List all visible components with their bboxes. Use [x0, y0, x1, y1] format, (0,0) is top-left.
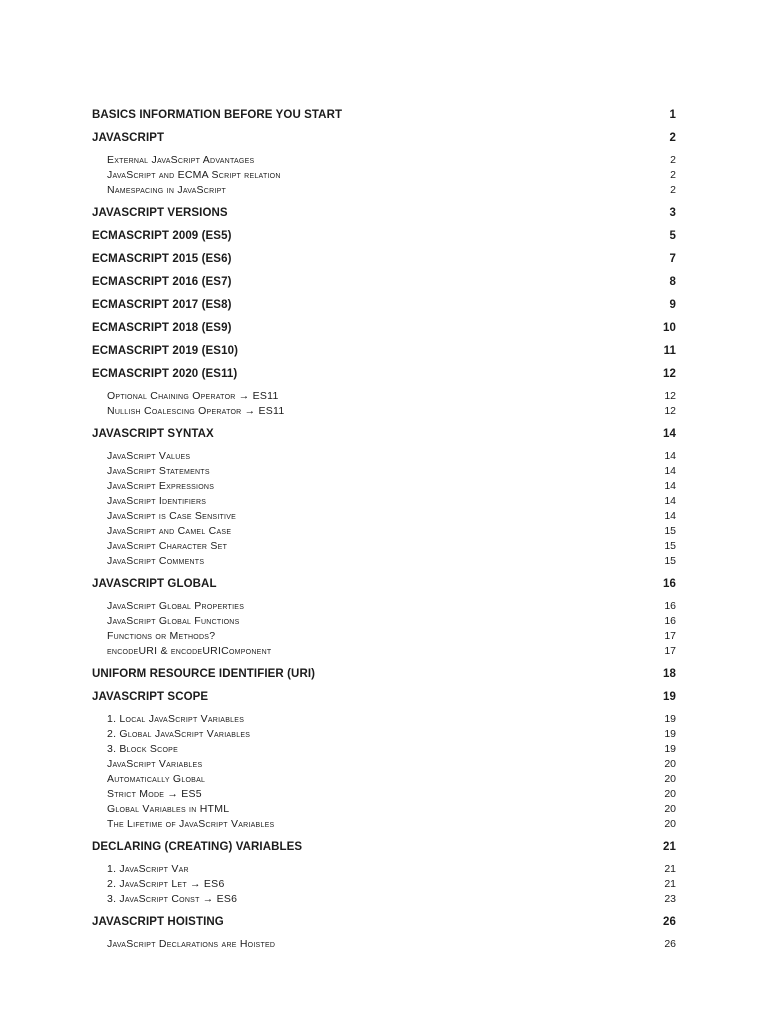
toc-entry[interactable] — [92, 892, 676, 907]
toc-entry-page-number: 14 — [664, 495, 676, 507]
toc-entry-title: JAVASCRIPT — [92, 132, 165, 144]
toc-entry-title: ECMASCRIPT 2019 (ES10) — [92, 345, 238, 357]
toc-entry-title: JavaScript Comments — [107, 555, 205, 567]
toc-entry-page-number: 8 — [669, 276, 676, 288]
toc-entry[interactable] — [92, 367, 676, 381]
toc-entry[interactable] — [92, 427, 676, 441]
toc-entry[interactable] — [92, 539, 676, 554]
toc-entry-title: JavaScript is Case Sensitive — [107, 510, 237, 522]
toc-entry-title: ECMASCRIPT 2018 (ES9) — [92, 322, 232, 334]
toc-entry-page-number: 3 — [669, 207, 676, 219]
toc-entry-page-number: 2 — [670, 169, 676, 181]
toc-entry-title: ECMASCRIPT 2017 (ES8) — [92, 299, 232, 311]
toc-entry[interactable] — [92, 449, 676, 464]
toc-entry-page-number: 26 — [663, 916, 676, 928]
toc-entry-title: Namespacing in JavaScript — [107, 184, 227, 196]
toc-entry-page-number: 20 — [664, 818, 676, 830]
toc-entry-title: UNIFORM RESOURCE IDENTIFIER (URI) — [92, 668, 316, 680]
toc-entry[interactable] — [92, 667, 676, 681]
toc-entry-page-number: 12 — [664, 405, 676, 417]
toc-entry-title: JavaScript Values — [107, 450, 191, 462]
toc-entry-title: External JavaScript Advantages — [107, 154, 255, 166]
toc-entry[interactable] — [92, 877, 676, 892]
toc-entry-title: BASICS INFORMATION BEFORE YOU START — [92, 109, 343, 121]
toc-entry-title: Automatically Global — [107, 773, 206, 785]
toc-entry[interactable] — [92, 599, 676, 614]
toc-entry[interactable] — [92, 321, 676, 335]
toc-entry[interactable] — [92, 772, 676, 787]
toc-entry[interactable] — [92, 509, 676, 524]
toc-entry[interactable] — [92, 404, 676, 419]
toc-entry-page-number: 7 — [669, 253, 676, 265]
toc-entry-page-number: 23 — [664, 893, 676, 905]
toc-entry[interactable] — [92, 937, 676, 952]
toc-entry[interactable] — [92, 690, 676, 704]
toc-entry[interactable] — [92, 554, 676, 569]
toc-entry[interactable] — [92, 644, 676, 659]
toc-entry-page-number: 11 — [663, 345, 676, 357]
toc-entry-page-number: 14 — [664, 450, 676, 462]
toc-entry-title: Nullish Coalescing Operator → ES11 — [107, 405, 285, 417]
toc-entry[interactable] — [92, 614, 676, 629]
toc-entry[interactable] — [92, 153, 676, 168]
toc-entry-page-number: 20 — [664, 758, 676, 770]
toc-entry[interactable] — [92, 577, 676, 591]
toc-entry-title: Functions or Methods? — [107, 630, 216, 642]
toc-entry-page-number: 2 — [669, 132, 676, 144]
toc-entry-title: ECMASCRIPT 2009 (ES5) — [92, 230, 232, 242]
toc-entry[interactable] — [92, 168, 676, 183]
toc-entry-page-number: 1 — [669, 109, 676, 121]
toc-entry-title: JAVASCRIPT VERSIONS — [92, 207, 228, 219]
toc-entry[interactable] — [92, 817, 676, 832]
toc-entry-title: JAVASCRIPT SYNTAX — [92, 428, 214, 440]
toc-entry-page-number: 19 — [664, 728, 676, 740]
toc-entry[interactable] — [92, 727, 676, 742]
toc-entry-title: JavaScript and ECMA Script relation — [107, 169, 281, 181]
toc-entry-page-number: 16 — [663, 578, 676, 590]
toc-entry-title: 1. Local JavaScript Variables — [107, 713, 245, 725]
toc-entry-title: JavaScript and Camel Case — [107, 525, 232, 537]
toc-entry-page-number: 20 — [664, 803, 676, 815]
toc-entry-page-number: 2 — [670, 184, 676, 196]
toc-entry-title: ECMASCRIPT 2016 (ES7) — [92, 276, 232, 288]
toc-entry[interactable] — [92, 742, 676, 757]
toc-entry-title: 1. JavaScript Var — [107, 863, 189, 875]
toc-entry[interactable] — [92, 464, 676, 479]
toc-entry[interactable] — [92, 108, 676, 122]
toc-entry[interactable] — [92, 712, 676, 727]
toc-entry[interactable] — [92, 344, 676, 358]
toc-entry[interactable] — [92, 757, 676, 772]
toc-entry-title: JavaScript Identifiers — [107, 495, 207, 507]
toc-entry[interactable] — [92, 802, 676, 817]
toc-entry-title: Strict Mode → ES5 — [107, 788, 202, 800]
toc-entry[interactable] — [92, 862, 676, 877]
toc-entry-title: 2. Global JavaScript Variables — [107, 728, 251, 740]
toc-entry-page-number: 21 — [664, 878, 676, 890]
toc-entry-page-number: 18 — [663, 668, 676, 680]
toc-entry-title: DECLARING (CREATING) VARIABLES — [92, 841, 303, 853]
toc-entry-title: 2. JavaScript Let → ES6 — [107, 878, 225, 890]
toc-entry-page-number: 21 — [664, 863, 676, 875]
toc-entry-page-number: 14 — [664, 480, 676, 492]
toc-entry-page-number: 15 — [664, 525, 676, 537]
toc-entry-page-number: 14 — [663, 428, 676, 440]
toc-entry-title: JAVASCRIPT HOISTING — [92, 916, 224, 928]
toc-entry-title: JAVASCRIPT GLOBAL — [92, 578, 217, 590]
toc-entry-title: JavaScript Variables — [107, 758, 203, 770]
toc-entry-title: ECMASCRIPT 2020 (ES11) — [92, 368, 238, 380]
toc-entry-title: JavaScript Character Set — [107, 540, 228, 552]
toc-entry-page-number: 9 — [669, 299, 676, 311]
toc-entry-title: encodeURI & encodeURIComponent — [107, 645, 272, 657]
toc-entry[interactable] — [92, 389, 676, 404]
toc-entry[interactable] — [92, 298, 676, 312]
toc-entry-page-number: 10 — [663, 322, 676, 334]
toc-entry[interactable] — [92, 629, 676, 644]
toc-entry-page-number: 17 — [664, 630, 676, 642]
toc-entry[interactable] — [92, 787, 676, 802]
toc-entry[interactable] — [92, 524, 676, 539]
toc-entry-page-number: 20 — [664, 773, 676, 785]
toc-entry-page-number: 19 — [664, 713, 676, 725]
toc-entry-page-number: 16 — [664, 600, 676, 612]
toc-entry-page-number: 17 — [664, 645, 676, 657]
toc-entry[interactable] — [92, 275, 676, 289]
toc-entry-page-number: 20 — [664, 788, 676, 800]
toc-entry-title: 3. JavaScript Const → ES6 — [107, 893, 238, 905]
toc-entry[interactable] — [92, 252, 676, 266]
toc-entry-page-number: 14 — [664, 465, 676, 477]
toc-entry-title: JavaScript Expressions — [107, 480, 215, 492]
toc-entry[interactable] — [92, 840, 676, 854]
toc-entry-page-number: 12 — [663, 368, 676, 380]
toc-entry-page-number: 15 — [664, 555, 676, 567]
toc-entry-title: JAVASCRIPT SCOPE — [92, 691, 209, 703]
toc-entry-page-number: 2 — [670, 154, 676, 166]
toc-entry[interactable] — [92, 131, 676, 145]
toc-entry[interactable] — [92, 183, 676, 198]
toc-entry-page-number: 14 — [664, 510, 676, 522]
toc-entry-page-number: 19 — [664, 743, 676, 755]
toc-entry-title: JavaScript Global Properties — [107, 600, 245, 612]
toc-entry[interactable] — [92, 206, 676, 220]
toc-entry-title: JavaScript Statements — [107, 465, 210, 477]
toc-entry-page-number: 21 — [663, 841, 676, 853]
toc-entry-title: Optional Chaining Operator → ES11 — [107, 390, 279, 402]
toc-entry-page-number: 5 — [669, 230, 676, 242]
toc-entry-title: Global Variables in HTML — [107, 803, 230, 815]
toc-entry-title: The Lifetime of JavaScript Variables — [107, 818, 275, 830]
toc-entry-title: ECMASCRIPT 2015 (ES6) — [92, 253, 232, 265]
toc-entry[interactable] — [92, 479, 676, 494]
toc-entry[interactable] — [92, 915, 676, 929]
toc-entry-page-number: 15 — [664, 540, 676, 552]
toc-entry-title: JavaScript Global Functions — [107, 615, 240, 627]
toc-entry-title: JavaScript Declarations are Hoisted — [107, 938, 276, 950]
toc-entry-page-number: 12 — [664, 390, 676, 402]
toc-entry[interactable] — [92, 229, 676, 243]
toc-entry[interactable] — [92, 494, 676, 509]
toc-entry-page-number: 19 — [663, 691, 676, 703]
toc-entry-title: 3. Block Scope — [107, 743, 178, 755]
toc-entry-page-number: 26 — [664, 938, 676, 950]
toc-entry-page-number: 16 — [664, 615, 676, 627]
